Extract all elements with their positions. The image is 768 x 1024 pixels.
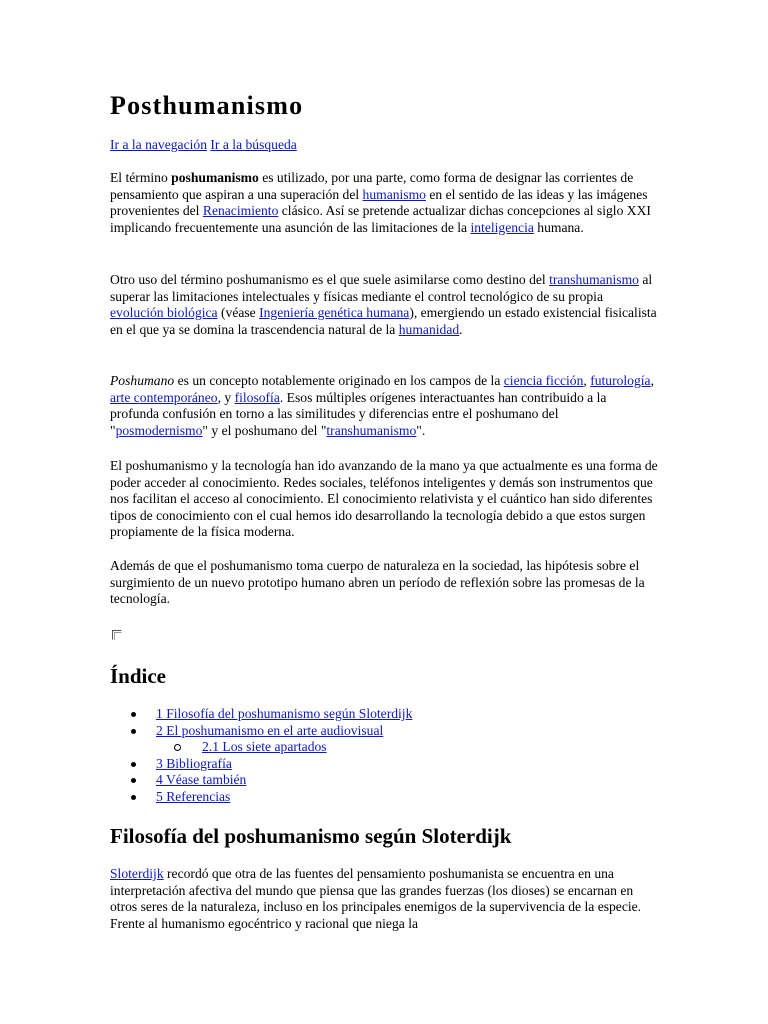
text-run: ".	[416, 422, 426, 438]
toc-item	[110, 789, 658, 806]
link-transhumanismo-2[interactable]: transhumanismo	[326, 422, 417, 438]
paragraph	[110, 272, 658, 338]
jump-links	[110, 137, 658, 154]
table-of-contents	[110, 706, 658, 805]
toc-heading-block	[110, 663, 658, 689]
text-run: , y	[217, 389, 235, 405]
link-filosofia[interactable]: filosofía	[234, 389, 280, 405]
italic-term: Poshumano	[110, 373, 175, 388]
intro-paragraph-2	[110, 272, 658, 338]
text-run: al superar las limitaciones intelectuales y físicas mediante el control tecnológico de su propia	[110, 272, 653, 304]
toc-link-4[interactable]: 4 Véase también	[156, 772, 247, 787]
toc-list	[110, 706, 658, 805]
jump-to-navigation-link[interactable]: Ir a la navegación	[110, 137, 207, 152]
text-run: ), emergiendo un estado existencial fisicalista en el que ya se domina la trascendencia natural de la	[110, 305, 657, 337]
paragraph	[110, 866, 658, 932]
text-run: El término	[110, 170, 172, 185]
toc-item	[110, 772, 658, 789]
text-run: clásico. Así se pretende actualizar dichas concepciones al siglo XXI implicando frecuentemente una asunción de las limitaciones de la	[110, 203, 651, 235]
toc-heading: Índice	[110, 664, 167, 688]
page-title: Posthumanismo	[110, 91, 304, 120]
intro-paragraph-3	[110, 373, 658, 439]
checkbox-icon	[112, 630, 122, 640]
text-run: " y el poshumano del "	[202, 422, 327, 438]
circle-bullet-icon	[174, 744, 181, 751]
text-run: recordó que otra de las fuentes del pensamiento poshumanista se encuentra en una interpretación afectiva del mundo que piensa que las grandes fuerzas (los dioses) se encarnan en otros seres de la naturaleza, incluso en los principales enemigos de la supervivencia de la especie. Frente al humanismo egocéntrico y racional que niega la	[110, 866, 642, 931]
bold-term: poshumanismo	[171, 170, 259, 185]
toc-link-2[interactable]: 2 El poshumanismo en el arte audiovisual	[156, 722, 384, 738]
bullet-icon	[131, 712, 136, 717]
paragraph: Además de que el poshumanismo toma cuerpo de naturaleza en la sociedad, las hipótesis sobre el surgimiento de un nuevo prototipo humano abren un período de reflexión sobre las promesas de la tecnología.	[110, 558, 645, 606]
section-heading-block	[110, 823, 658, 849]
text-run: humana.	[533, 219, 584, 235]
text-run: ,	[650, 373, 654, 388]
paragraph	[110, 170, 658, 236]
toc-item	[110, 723, 658, 740]
section-heading-sloterdijk: Filosofía del poshumanismo según Sloterdijk	[110, 824, 512, 848]
bullet-icon	[131, 762, 136, 767]
link-humanidad[interactable]: humanidad	[398, 321, 460, 337]
link-futurologia[interactable]: futurología	[590, 373, 651, 388]
jump-to-search-link[interactable]: Ir a la búsqueda	[210, 137, 297, 152]
text-run: en el sentido de las ideas y las imágenes provenientes del	[110, 186, 648, 218]
paragraph: El poshumanismo y la tecnología han ido avanzando de la mano ya que actualmente es una forma de poder acceder al conocimiento. Redes sociales, teléfonos inteligentes y demás son instrumentos que nos facilitan el acceso al conocimiento. El conocimiento relativista y el cuántico han sido diferentes tipos de conocimiento con el cual hemos ido desarrollando la tecnología debido a que estos surgen propiamente de la física moderna.	[110, 458, 658, 539]
toc-toggle-checkbox[interactable]	[112, 630, 122, 640]
text-run: (véase	[217, 305, 260, 320]
toc-subitem	[110, 739, 658, 756]
toc-link-3[interactable]: 3 Bibliografía	[156, 755, 232, 771]
text-run: es utilizado, por una parte, como forma de designar las corrientes de pensamiento que aspiran a una superación del	[110, 170, 634, 202]
toc-link-5[interactable]: 5 Referencias	[156, 788, 231, 804]
bullet-icon	[131, 778, 136, 783]
text-run: .	[459, 321, 463, 337]
text-run: ,	[583, 373, 591, 388]
link-ciencia-ficcion[interactable]: ciencia ficción	[503, 373, 584, 388]
bullet-icon	[131, 729, 136, 734]
intro-paragraph-5	[110, 558, 658, 608]
link-posmodernismo[interactable]: posmodernismo	[115, 422, 203, 438]
text-run: es un concepto notablemente originado en los campos de la	[174, 373, 504, 388]
link-renacimiento[interactable]: Renacimiento	[202, 203, 279, 218]
link-arte-contemporaneo[interactable]: arte contemporáneo	[110, 389, 218, 405]
link-inteligencia[interactable]: inteligencia	[470, 219, 534, 235]
text-run: . Esos múltiples orígenes interactuantes han contribuido a la profunda confusión en torno a las similitudes y diferencias entre el poshumano del "	[110, 389, 607, 438]
link-transhumanismo[interactable]: transhumanismo	[549, 272, 639, 287]
bullet-icon	[131, 795, 136, 800]
link-sloterdijk[interactable]: Sloterdijk	[110, 866, 164, 881]
section-sloterdijk-paragraph	[110, 866, 658, 932]
intro-paragraph-1	[110, 170, 658, 236]
toc-link-2-1[interactable]: 2.1 Los siete apartados	[202, 739, 327, 754]
paragraph	[110, 373, 658, 439]
text-run: Otro uso del término poshumanismo es el que suele asimilarse como destino del	[110, 272, 550, 287]
link-ingenieria-genetica[interactable]: Ingeniería genética humana	[259, 305, 410, 320]
toc-item	[110, 756, 658, 773]
toc-item	[110, 706, 658, 723]
link-humanismo[interactable]: humanismo	[362, 186, 426, 202]
intro-paragraph-4	[110, 458, 658, 541]
page-title-block	[110, 91, 658, 121]
toc-link-1[interactable]: 1 Filosofía del poshumanismo según Sloterdijk	[156, 706, 413, 721]
link-evolucion-biologica[interactable]: evolución biológica	[110, 305, 218, 320]
